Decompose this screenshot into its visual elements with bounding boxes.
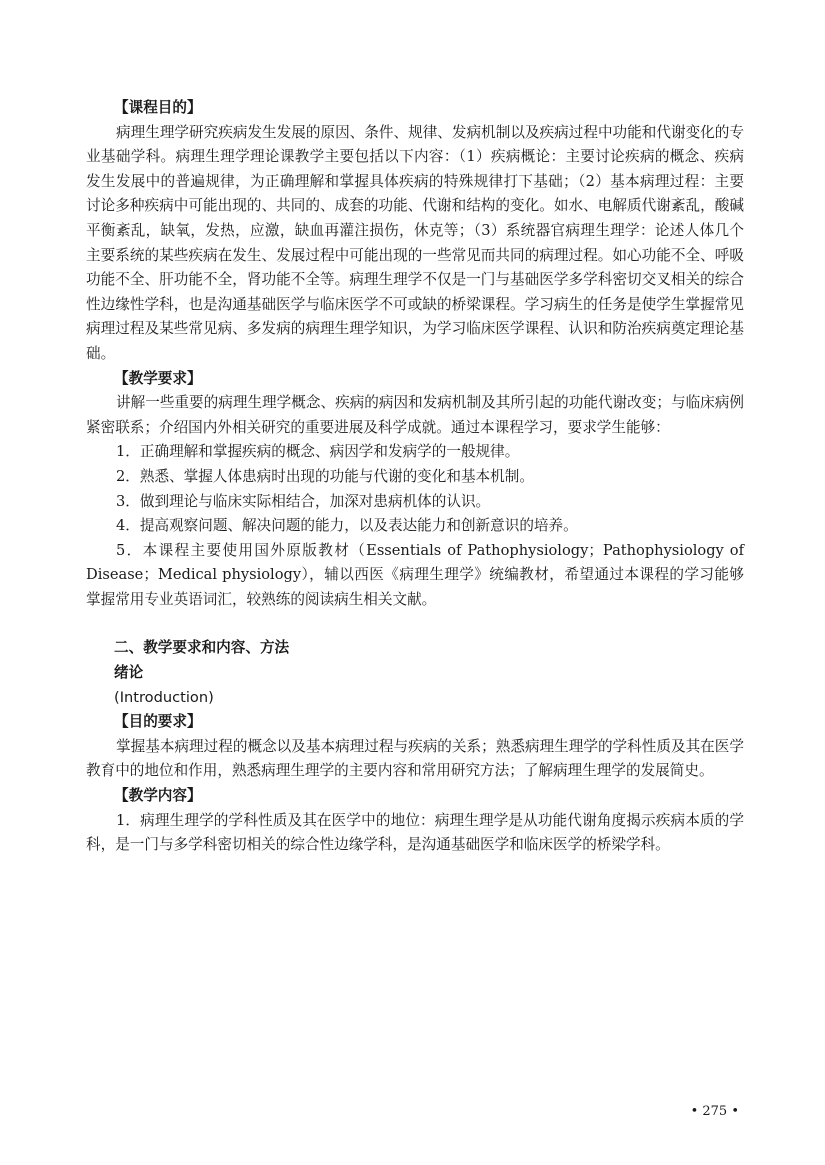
introduction-title: 绪论 (114, 664, 144, 682)
part-two-heading: 二、教学要求和内容、方法 (114, 639, 290, 657)
course-goal-paragraph: 病理生理学研究疾病发生发展的原因、条件、规律、发病机制以及疾病过程中功能和代谢变化的专业基础学科。病理生理学理论课教学主要包括以下内容：（1）疾病概论：主要讨论疾病的概念、疾病发生发展中的普遍规律，为正确理解和掌握具体疾病的特殊规律打下基础；（2）基本病理过程：主要讨论多种疾病中可能出现的、共同的、成套的功能、代谢和结构的变化。如水、电解质代谢紊乱，酸碱平衡紊乱，缺氧，发热，应激，缺血再灌注损伤，休克等；（3）系统器官病理生理学：论述人体几个主要系统的某些疾病在发生、发展过程中可能出现的一些常见而共同的病理过程。如心功能不全、呼吸功能不全、肝功能不全，肾功能不全等。病理生理学不仅是一门与基础医学多学科密切交叉相关的综合性边缘性学科，也是沟通基础医学与临床医学不可或缺的桥梁课程。学习病生的任务是使学生掌握常见病理过程及某些常见病、多发病的病理生理学知识，为学习临床医学课程、认识和防治疾病奠定理论基础。 (86, 123, 744, 362)
requirement-item-1: 1．正确理解和掌握疾病的概念、病因学和发病学的一般规律。 (116, 443, 520, 461)
introduction-english-title: (Introduction) (114, 688, 214, 706)
section-gap (86, 612, 744, 636)
document-page (86, 96, 744, 858)
page-number: • 275 • (690, 1104, 739, 1119)
requirement-item-4: 4．提高观察问题、解决问题的能力，以及表达能力和创新意识的培养。 (116, 517, 578, 535)
requirement-item-3: 3．做到理论与临床实际相结合，加深对患病机体的认识。 (116, 492, 491, 510)
aim-requirements-heading: 【目的要求】 (114, 713, 202, 731)
requirement-item-5: 5．本课程主要使用国外原版教材（Essentials of Pathophysiology；Pathophysiology of Disease；Medical physiology），辅以西医《病理生理学》统编教材，希望通过本课程的学习能够掌握常用专业英语词汇，较熟练的阅读病生相关文献。 (86, 541, 744, 608)
aim-requirements-paragraph: 掌握基本病理过程的概念以及基本病理过程与疾病的关系；熟悉病理生理学的学科性质及其在医学教育中的地位和作用，熟悉病理生理学的主要内容和常用研究方法；了解病理生理学的发展简史。 (86, 737, 744, 780)
teaching-requirements-heading: 【教学要求】 (114, 369, 202, 387)
teaching-content-heading: 【教学内容】 (114, 787, 202, 805)
teaching-requirements-paragraph: 讲解一些重要的病理生理学概念、疾病的病因和发病机制及其所引起的功能代谢改变；与临床病例紧密联系；介绍国内外相关研究的重要进展及科学成就。通过本课程学习，要求学生能够： (86, 394, 744, 436)
teaching-content-paragraph: 1．病理生理学的学科性质及其在医学中的地位：病理生理学是从功能代谢角度揭示疾病本质的学科，是一门与多学科密切相关的综合性边缘学科，是沟通基础医学和临床医学的桥梁学科。 (86, 811, 744, 854)
course-goal-heading: 【课程目的】 (114, 99, 202, 116)
requirement-item-2: 2．熟悉、掌握人体患病时出现的功能与代谢的变化和基本机制。 (116, 467, 534, 485)
